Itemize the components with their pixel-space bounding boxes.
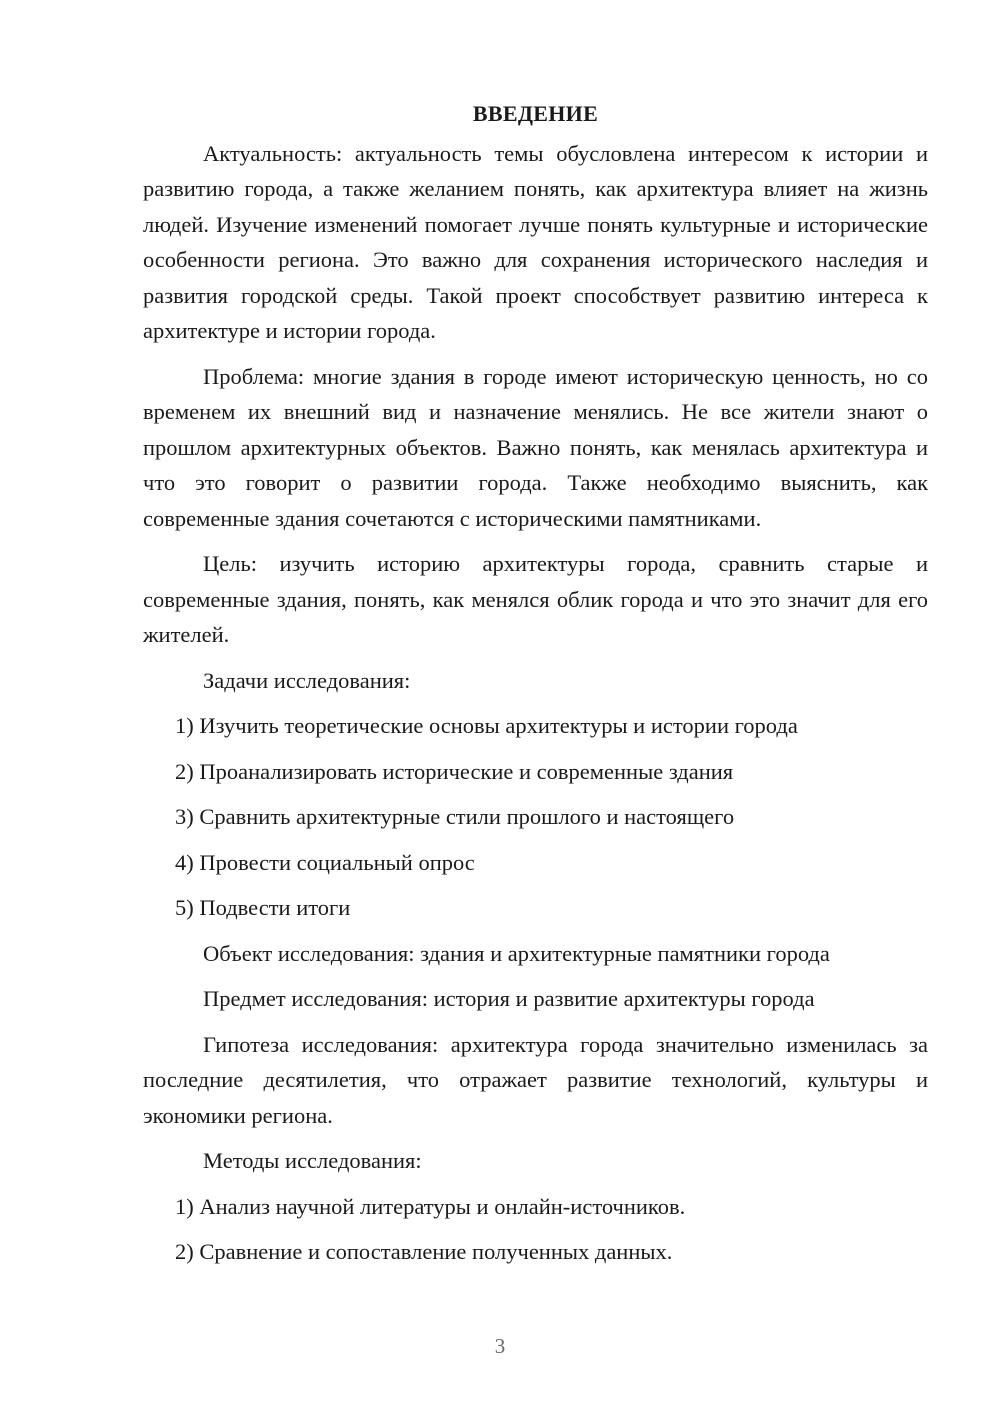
object-line: Объект исследования: здания и архитектурные памятники города <box>203 940 830 966</box>
problem-paragraph: Проблема: многие здания в городе имеют историческую ценность, но со временем их внешний вид и назначение менялись. Не все жители знают о прошлом архитектурных объектов. Важно понять, как менялась архитектура и что это говорит о развитии города. Также необходимо выяснить, как современные здания сочетаются с историческими памятниками. <box>143 363 928 531</box>
goal-paragraph: Цель: изучить историю архитектуры города, сравнить старые и современные здания, понять, как менялся облик города и что это значит для его жителей. <box>143 551 928 647</box>
methods-label: Методы исследования: <box>203 1148 422 1173</box>
task-item: 3) Сравнить архитектурные стили прошлого и настоящего <box>175 804 735 829</box>
document-page <box>143 96 928 1280</box>
method-item: 1) Анализ научной литературы и онлайн-источников. <box>175 1193 686 1219</box>
tasks-label: Задачи исследования: <box>203 667 411 693</box>
task-item: 1) Изучить теоретические основы архитектуры и истории города <box>175 713 798 738</box>
task-item: 4) Провести социальный опрос <box>175 849 475 875</box>
task-item: 5) Подвести итоги <box>175 895 351 920</box>
hypothesis-paragraph: Гипотеза исследования: архитектура города значительно изменилась за последние десятилетия, что отражает развитие технологий, культуры и экономики региона. <box>143 1031 928 1128</box>
section-title: ВВЕДЕНИЕ <box>472 101 599 126</box>
method-item: 2) Сравнение и сопоставление полученных данных. <box>175 1239 673 1264</box>
relevance-paragraph: Актуальность: актуальность темы обусловлена интересом к истории и развитию города, а также желанием понять, как архитектура влияет на жизнь людей. Изучение изменений помогает лучше понять культурные и исторические особенности региона. Это важно для сохранения исторического наследия и развития городской среды. Такой проект способствует развитию интереса к архитектуре и истории города. <box>143 140 928 343</box>
subject-line: Предмет исследования: история и развитие архитектуры города <box>203 986 815 1011</box>
task-item: 2) Проанализировать исторические и современные здания <box>175 758 734 784</box>
page-number: 3 <box>494 1334 506 1358</box>
